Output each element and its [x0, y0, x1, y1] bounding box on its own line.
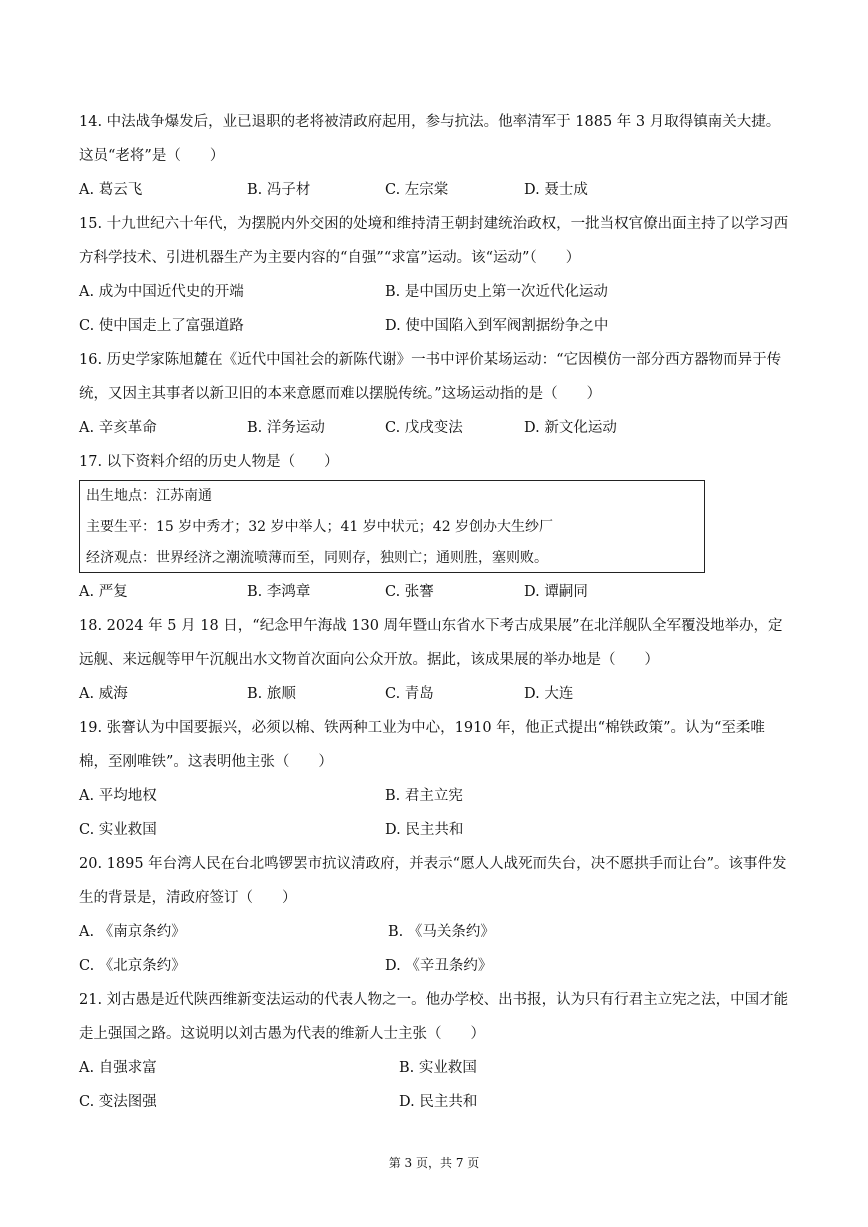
question-15: 15. 十九世纪六十年代，为摆脱内外交困的处境和维持清王朝封建统治政权，一批当权官僚出面主持了以学习西方科学技术、引进机器生产为主要内容的“自强”“求富”运动。该“运动”（ ） — [79, 216, 789, 266]
option-19-d: D. 民主共和 — [385, 822, 464, 838]
option-18-c: C. 青岛 — [385, 686, 434, 702]
option-21-c: C. 变法图强 — [79, 1094, 157, 1110]
option-14-c: C. 左宗棠 — [385, 182, 449, 198]
page-footer: 第 3 页，共 7 页 — [388, 1156, 480, 1170]
option-15-b: B. 是中国历史上第一次近代化运动 — [385, 284, 608, 300]
options-19-row1 — [79, 779, 791, 813]
option-14-b: B. 冯子材 — [247, 182, 311, 198]
profile-life: 主要生平：15 岁中秀才；32 岁中举人；41 岁中状元；42 岁创办大生纱厂 — [86, 519, 554, 535]
option-16-d: D. 新文化运动 — [524, 420, 617, 436]
profile-birthplace: 出生地点：江苏南通 — [86, 488, 212, 504]
option-15-d: D. 使中国陷入到军阀割据纷争之中 — [385, 318, 609, 334]
options-18 — [79, 677, 791, 711]
options-14 — [79, 173, 791, 207]
option-15-c: C. 使中国走上了富强道路 — [79, 318, 244, 334]
question-14: 14. 中法战争爆发后，业已退职的老将被清政府起用，参与抗法。他率清军于 1885 年 3 月取得镇南关大捷。这员“老将”是（ ） — [79, 114, 781, 164]
option-19-c: C. 实业救国 — [79, 822, 157, 838]
question-17: 17. 以下资料介绍的历史人物是（ ） — [79, 454, 339, 470]
option-14-a: A. 葛云飞 — [79, 182, 143, 198]
question-18: 18. 2024 年 5 月 18 日，“纪念甲午海战 130 周年暨山东省水下考古成果展”在北洋舰队全军覆没地举办，定远舰、来远舰等甲午沉舰出水文物首次面向公众开放。据此，该成果展的举办地是（ ） — [79, 618, 783, 668]
options-15-row1 — [79, 275, 791, 309]
option-15-a: A. 成为中国近代史的开端 — [79, 284, 244, 300]
option-18-b: B. 旅顺 — [247, 686, 296, 702]
options-16 — [79, 411, 791, 445]
options-17 — [79, 575, 791, 609]
options-20-row1 — [79, 915, 791, 949]
question-20: 20. 1895 年台湾人民在台北鸣锣罢市抗议清政府，并表示“愿人人战死而失台，决不愿拱手而让台”。该事件发生的背景是，清政府签订（ ） — [79, 856, 787, 906]
options-19-row2 — [79, 813, 791, 847]
option-17-c: C. 张謇 — [385, 584, 434, 600]
options-21-row1 — [79, 1051, 791, 1085]
question-16: 16. 历史学家陈旭麓在《近代中国社会的新陈代谢》一书中评价某场运动：“它因模仿一部分西方器物而异于传统，又因主其事者以新卫旧的本来意愿而难以摆脱传统。”这场运动指的是（ ） — [79, 352, 782, 402]
options-20-row2 — [79, 949, 791, 983]
option-17-d: D. 谭嗣同 — [524, 584, 588, 600]
question-21: 21. 刘古愚是近代陕西维新变法运动的代表人物之一。他办学校、出书报，认为只有行君主立宪之法，中国才能走上强国之路。这说明以刘古愚为代表的维新人士主张（ ） — [79, 992, 789, 1042]
option-21-d: D. 民主共和 — [399, 1094, 478, 1110]
option-16-a: A. 辛亥革命 — [79, 420, 157, 436]
profile-economic-view: 经济观点：世界经济之潮流喷薄而至，同则存，独则亡；通则胜，塞则败。 — [86, 550, 548, 566]
option-18-a: A. 威海 — [79, 686, 128, 702]
option-17-a: A. 严复 — [79, 584, 128, 600]
option-18-d: D. 大连 — [524, 686, 574, 702]
option-19-a: A. 平均地权 — [79, 788, 157, 804]
option-16-b: B. 洋务运动 — [247, 420, 325, 436]
option-20-a: A. 《南京条约》 — [79, 924, 186, 940]
option-20-d: D. 《辛丑条约》 — [385, 958, 493, 974]
option-14-d: D. 聂士成 — [524, 182, 588, 198]
options-21-row2 — [79, 1085, 791, 1119]
option-20-c: C. 《北京条约》 — [79, 958, 186, 974]
question-19: 19. 张謇认为中国要振兴，必须以棉、铁两种工业为中心，1910 年，他正式提出“棉铁政策”。认为“至柔唯棉，至刚唯铁”。这表明他主张（ ） — [79, 720, 765, 770]
option-16-c: C. 戊戌变法 — [385, 420, 463, 436]
options-15-row2 — [79, 309, 791, 343]
profile-box — [79, 480, 705, 573]
option-21-a: A. 自强求富 — [79, 1060, 157, 1076]
option-17-b: B. 李鸿章 — [247, 584, 311, 600]
option-21-b: B. 实业救国 — [399, 1060, 477, 1076]
option-19-b: B. 君主立宪 — [385, 788, 463, 804]
option-20-b: B. 《马关条约》 — [388, 924, 495, 940]
